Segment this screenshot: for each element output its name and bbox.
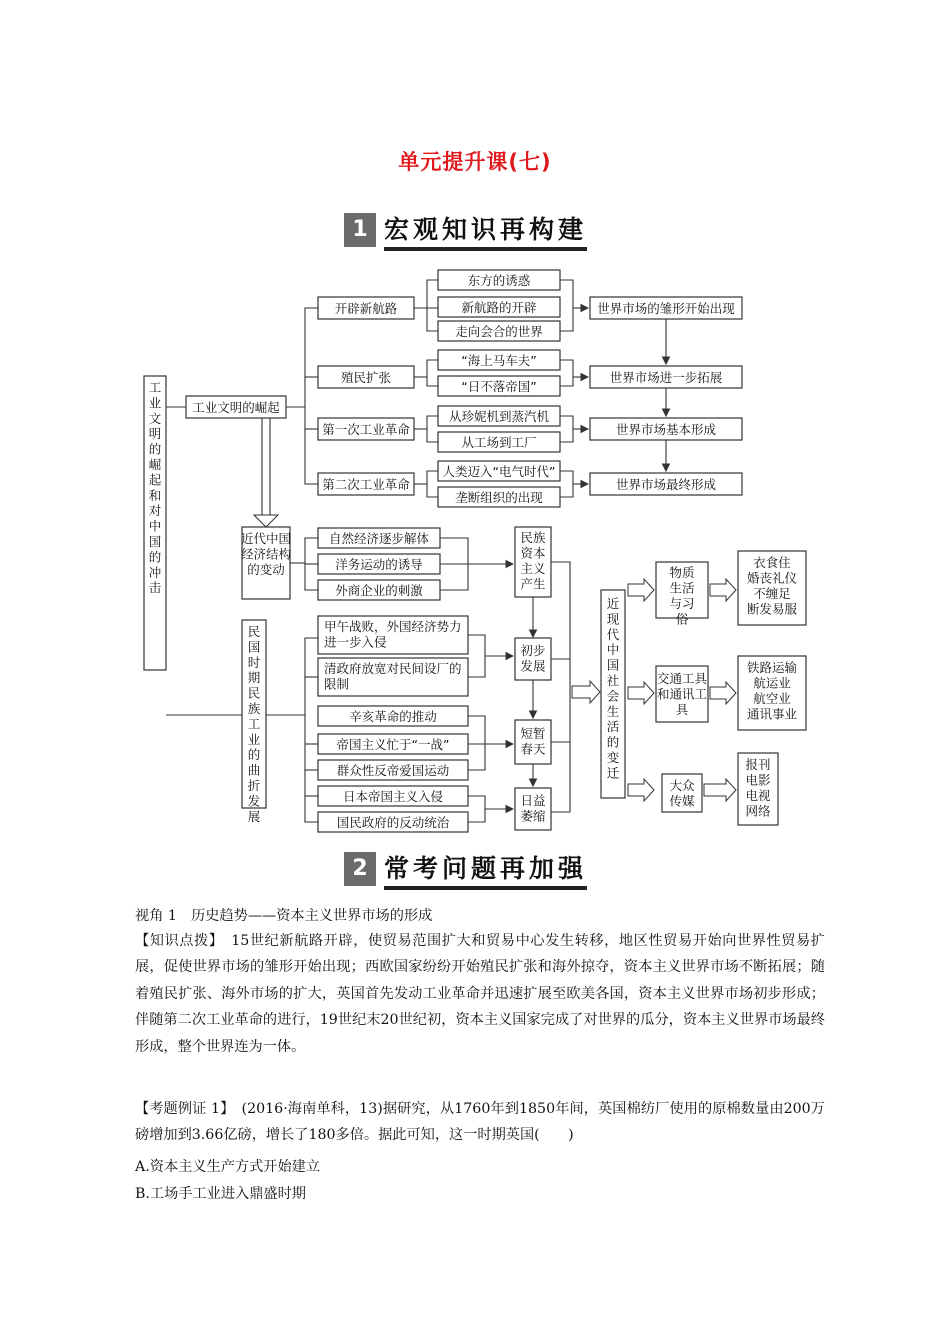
minguo-label: 民国时期民族工业的曲折发展 [247,624,261,824]
branch-1b: 新航路的开辟 [461,300,537,315]
r3-label: 报刊电影电视网络 [745,757,771,819]
econ-1: 自然经济逐步解体 [328,531,430,546]
rise-label: 工业文明的崛起 [192,400,280,415]
branch-3-label: 第一次工业革命 [322,422,410,437]
branch-1-result: 世界市场的雏形开始出现 [597,301,735,316]
branch-3b: 从工场到工厂 [461,435,537,450]
social-label: 近现代中国社会生活的变迁 [606,596,620,781]
stage-2: 短暂春天 [520,726,546,757]
r1-label: 衣食住婚丧礼仪不缠足断发易服 [746,555,798,617]
m3-label: 辛亥革命的推动 [349,709,437,724]
m4-label: 帝国主义忙于“一战” [336,737,450,752]
page-title: 单元提升课(七) [398,150,552,174]
branch-2-result: 世界市场进一步拓展 [609,370,723,385]
branch-2b: “日不落帝国” [461,379,537,394]
branch-1a: 东方的诱惑 [467,273,531,288]
minzu-label: 民族资本主义产生 [520,530,546,592]
m7-label: 国民政府的反动统治 [336,815,450,830]
branch-2-label: 殖民扩张 [340,370,392,385]
m5-label: 群众性反帝爱国运动 [336,763,450,778]
knowledge-paragraph: 【知识点拨】 15世纪新航路开辟，使贸易范围扩大和贸易中心发生转移，地区性贸易开始向世界性贸易扩展，促使世界市场的雏形开始出现；西欧国家纷纷开始殖民扩张和海外掠夺，资本主义世界市场不断拓展；随着殖民扩张、海外市场的扩大，英国首先发动工业革命并迅速扩展至欧美各国，资本主义世界市场初步形成；伴随第二次工业革命的进行，19世纪末20世纪初，资本主义国家完成了对世界的瓜分，资本主义世界市场最终形成，整个世界连为一体。 [135,933,825,1055]
w1-label: 物质生活与习俗 [669,565,695,627]
econ-label: 近代中国经济结构的变动 [240,531,292,577]
branch-1c: 走向会合的世界 [455,324,543,339]
m1-label: 甲午战败，外国经济势力进一步入侵 [324,619,462,650]
branch-4b: 垄断组织的出现 [455,490,543,505]
root-label: 工业文明的崛起和对中国的冲击 [148,380,162,596]
econ-3: 外商企业的刺激 [335,583,423,598]
econ-2: 洋务运动的诱导 [335,557,423,572]
branch-2a: “海上马车夫” [461,353,537,368]
w2-label: 交通工具和通讯工具 [656,671,708,717]
r2-label: 铁路运输航运业航空业通讯事业 [746,660,798,722]
m2-label: 清政府放宽对民间设厂的限制 [324,661,462,692]
branch-1-label: 开辟新航路 [334,301,398,316]
branch-4-label: 第二次工业革命 [322,477,410,492]
section-number: 2 [344,852,376,886]
example-question: 【考题例证 1】 (2016·海南单科，13)据研究，从1760年到1850年间，英国棉纺厂使用的原棉数量由200万磅增加到3.66亿磅，增长了180多倍。据此可知，这一时期英国( ) [135,1101,825,1144]
branch-4-result: 世界市场最终形成 [615,477,717,492]
m6-label: 日本帝国主义入侵 [342,789,444,804]
stage-3: 日益萎缩 [520,793,546,824]
w3-label: 大众传媒 [669,778,695,809]
branch-4a: 人类迈入“电气时代” [442,464,556,479]
section-title: 常考问题再加强 [384,852,587,890]
branch-3a: 从珍妮机到蒸汽机 [448,409,550,424]
branch-3-result: 世界市场基本形成 [615,422,717,437]
section-title: 宏观知识再构建 [384,213,587,251]
option-a: A.资本主义生产方式开始建立 [135,1159,321,1175]
stage-1: 初步发展 [520,643,546,674]
viewpoint-heading: 视角 1 历史趋势——资本主义世界市场的形成 [135,908,433,924]
section-number: 1 [344,213,376,247]
option-b: B.工场手工业进入鼎盛时期 [135,1186,306,1202]
